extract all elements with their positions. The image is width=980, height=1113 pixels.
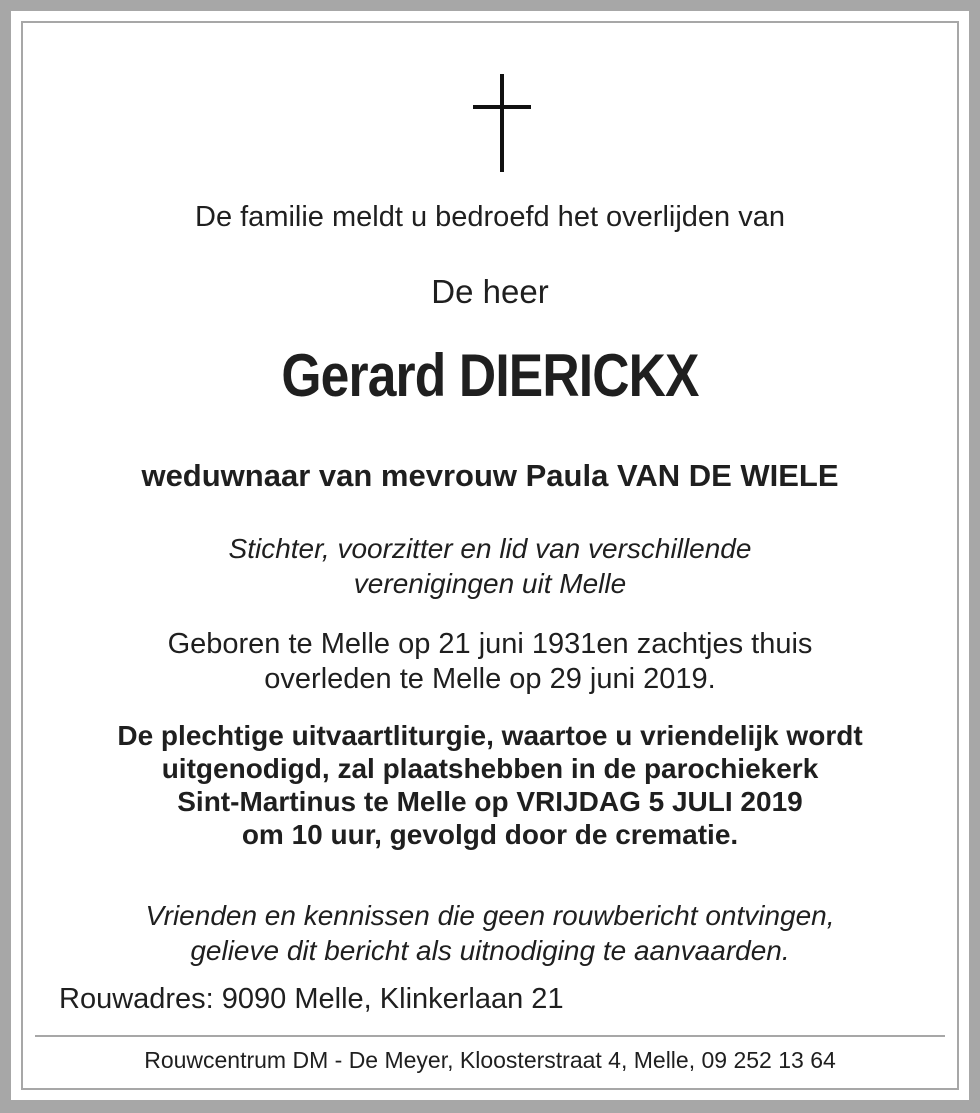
funeral-line: om 10 uur, gevolgd door de crematie. bbox=[241, 819, 739, 850]
intro-text: De familie meldt u bedroefd het overlijden van bbox=[195, 201, 785, 233]
funeral-line: Sint-Martinus te Melle op VRIJDAG 5 JULI 2019 bbox=[177, 786, 803, 817]
birth-line: Geboren te Melle op 21 juni 1931en zachtjes thuis bbox=[167, 628, 813, 660]
funeral-line: De plechtige uitvaartliturgie, waartoe u vriendelijk wordt bbox=[117, 720, 863, 751]
mourning-address: Rouwadres: 9090 Melle, Klinkerlaan 21 bbox=[59, 983, 564, 1015]
footer-divider bbox=[35, 1035, 945, 1037]
invitation-line: gelieve dit bericht als uitnodiging te aanvaarden. bbox=[190, 935, 790, 966]
birth-line: overleden te Melle op 29 juni 2019. bbox=[264, 663, 716, 695]
obituary-card bbox=[11, 11, 969, 1100]
funeral-line: uitgenodigd, zal plaatshebben in de parochiekerk bbox=[161, 753, 819, 784]
invitation-line: Vrienden en kennissen die geen rouwbericht ontvingen, bbox=[145, 900, 835, 931]
deceased-name: Gerard DIERICKX bbox=[281, 342, 699, 409]
honorific: De heer bbox=[431, 273, 549, 310]
founder-line: Stichter, voorzitter en lid van verschillende bbox=[228, 533, 752, 564]
obituary-frame bbox=[23, 23, 957, 1088]
cross-icon bbox=[473, 74, 533, 172]
funeral-home-footer: Rouwcentrum DM - De Meyer, Kloosterstraat 4, Melle, 09 252 13 64 bbox=[144, 1047, 836, 1073]
widower-line: weduwnaar van mevrouw Paula VAN DE WIELE bbox=[141, 458, 839, 493]
founder-line: verenigingen uit Melle bbox=[353, 568, 627, 599]
